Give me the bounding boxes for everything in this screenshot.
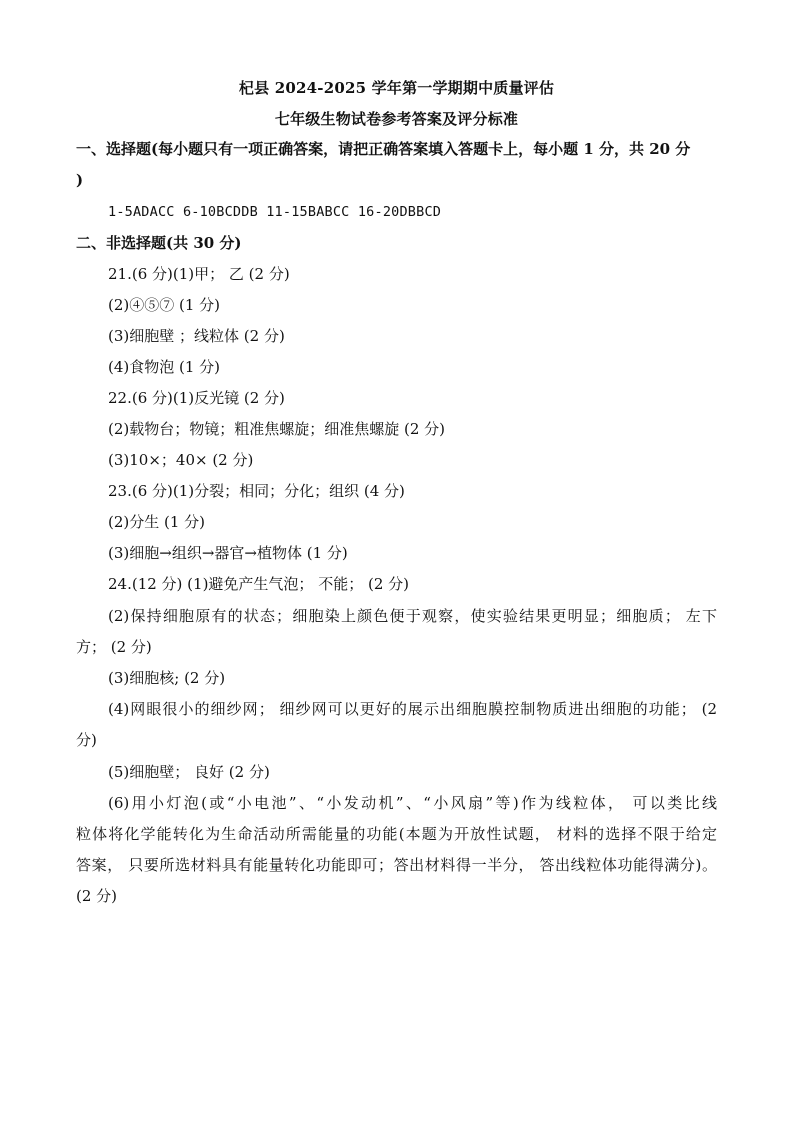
q22-part2: (2)载物台；物镜；粗准焦螺旋；细准焦螺旋 (2 分) xyxy=(108,420,446,438)
q21-part2: (2)④⑤⑦ (1 分) xyxy=(108,296,221,314)
section2-heading: 二、非选择题(共 30 分) xyxy=(76,234,242,252)
q21-part1: 21.(6 分)(1)甲； 乙 (2 分) xyxy=(108,265,290,283)
q24-part6-line4: (2 分) xyxy=(76,887,118,905)
q24-part1: 24.(12 分) (1)避免产生气泡； 不能； (2 分) xyxy=(108,575,409,593)
q21-part4: (4)食物泡 (1 分) xyxy=(108,358,221,376)
q24-part4-line2: 分) xyxy=(76,731,97,749)
q23-part2: (2)分生 (1 分) xyxy=(108,513,206,531)
q24-part4-line1: (4)网眼很小的细纱网； 细纱网可以更好的展示出细胞膜控制物质进出细胞的功能； (2 xyxy=(108,700,717,718)
q24-part2-line2: 方； (2 分) xyxy=(76,638,152,656)
q24-part3: (3)细胞核; (2 分) xyxy=(108,669,226,687)
multiple-choice-answers: 1-5ADACC 6-10BCDDB 11-15BABCC 16-20DBBCD xyxy=(108,204,442,220)
q24-part6-line1: (6)用小灯泡(或“小电池”、“小发动机”、“小风扇”等)作为线粒体， 可以类比线 xyxy=(108,794,717,812)
q23-part1: 23.(6 分)(1)分裂；相同；分化；组织 (4 分) xyxy=(108,482,405,500)
q22-part1: 22.(6 分)(1)反光镜 (2 分) xyxy=(108,389,285,407)
q24-part6-line2: 粒体将化学能转化为生命活动所需能量的功能(本题为开放性试题， 材料的选择不限于给定 xyxy=(76,825,717,843)
section1-heading-close: ) xyxy=(76,171,84,189)
q24-part5: (5)细胞壁； 良好 (2 分) xyxy=(108,763,270,781)
document-title: 杞县 2024-2025 学年第一学期期中质量评估 xyxy=(238,79,555,97)
section1-heading: 一、选择题(每小题只有一项正确答案，请把正确答案填入答题卡上，每小题 1 分，共 20 分 xyxy=(76,140,691,158)
q24-part6-line3: 答案， 只要所选材料具有能量转化功能即可；答出材料得一半分， 答出线粒体功能得满分)。 xyxy=(76,856,717,874)
document-subtitle: 七年级生物试卷参考答案及评分标准 xyxy=(274,110,519,128)
q24-part2-line1: (2)保持细胞原有的状态；细胞染上颜色便于观察，使实验结果更明显；细胞质； 左下 xyxy=(108,607,717,625)
q22-part3: (3)10×；40× (2 分) xyxy=(108,451,254,469)
q23-part3: (3)细胞→组织→器官→植物体 (1 分) xyxy=(108,544,348,562)
q21-part3: (3)细胞壁 ；线粒体 (2 分) xyxy=(108,327,285,345)
